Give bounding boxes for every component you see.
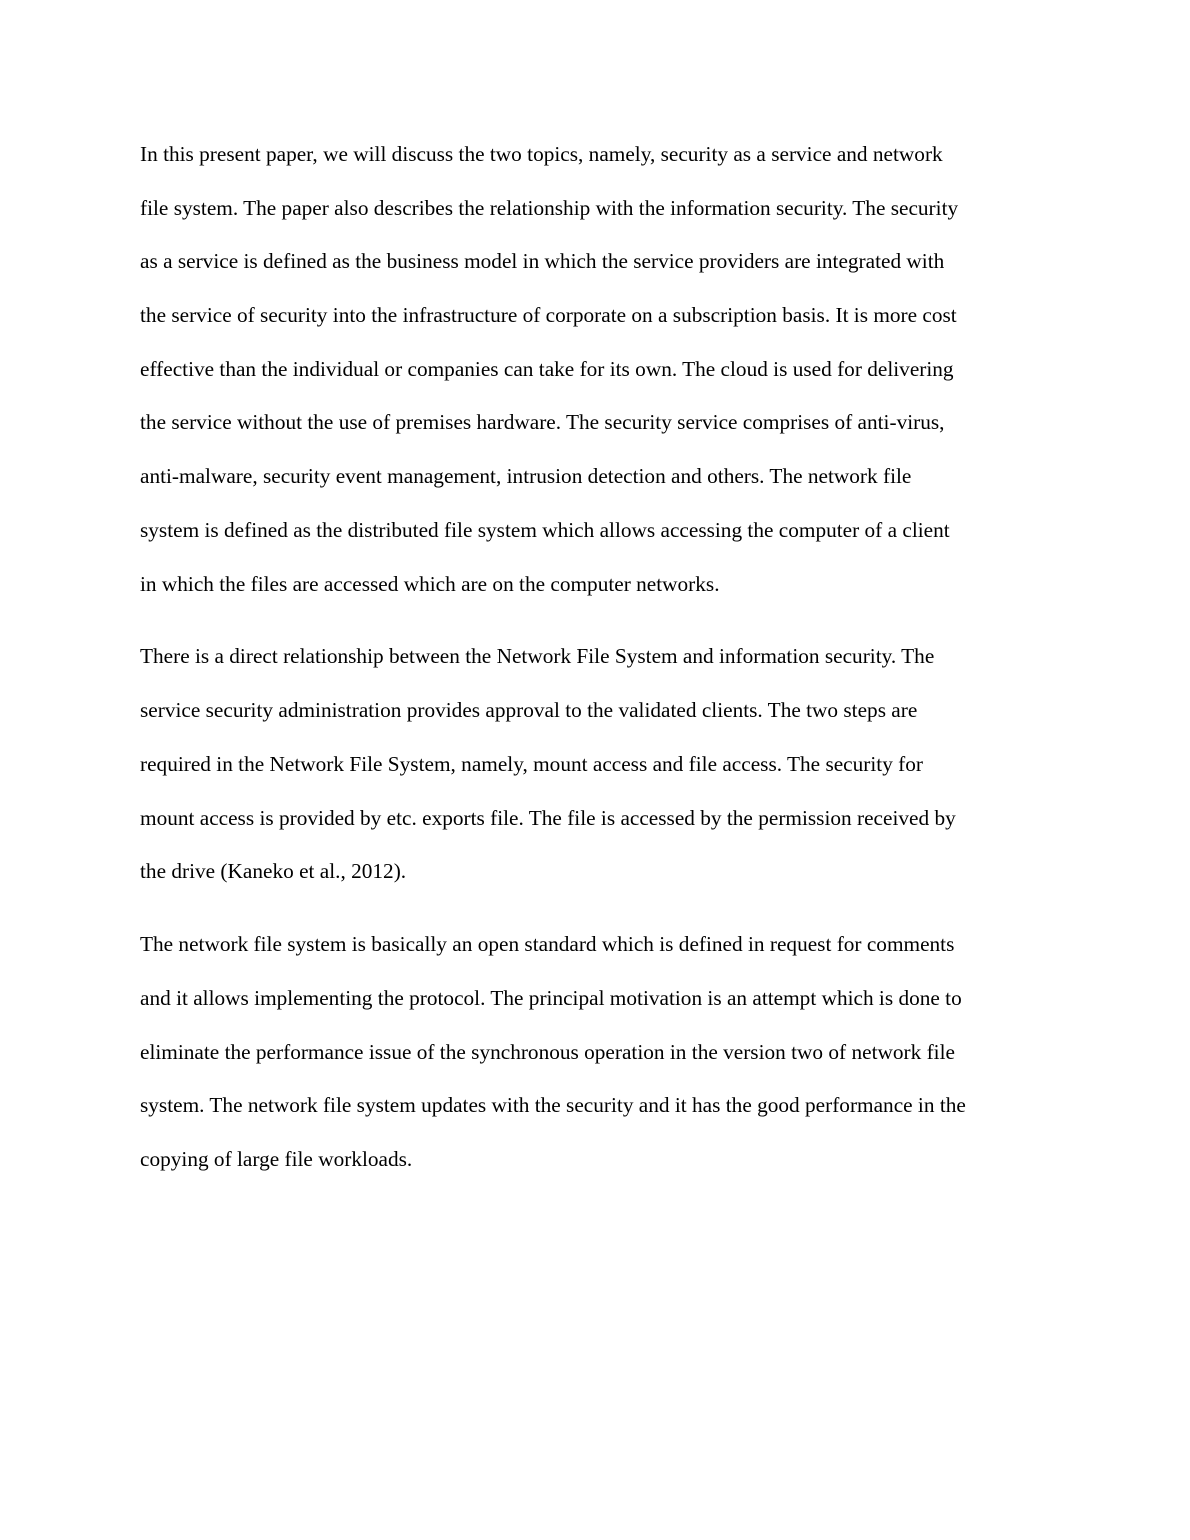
text-line: mount access is provided by etc. exports file. The file is accessed by the permission received by — [140, 805, 956, 830]
text-line: file system. The paper also describes the relationship with the information security. The security — [140, 195, 959, 220]
text-line: the service without the use of premises hardware. The security service comprises of anti-virus, — [140, 410, 945, 435]
text-line: anti-malware, security event management, intrusion detection and others. The network file — [140, 464, 912, 489]
text-line: system. The network file system updates with the security and it has the good performance in the — [140, 1093, 966, 1118]
paragraph-1 — [140, 128, 1055, 611]
text-line: effective than the individual or companies can take for its own. The cloud is used for delivering — [140, 356, 954, 381]
text-line: eliminate the performance issue of the synchronous operation in the version two of network file — [140, 1039, 955, 1064]
text-line: in which the files are accessed which are on the computer networks. — [140, 571, 720, 596]
paragraph-3 — [140, 918, 1055, 1186]
document-body — [140, 128, 1055, 1206]
text-line: and it allows implementing the protocol. The principal motivation is an attempt which is done to — [140, 985, 962, 1010]
text-line: the drive (Kaneko et al., 2012). — [140, 859, 407, 884]
text-line: The network file system is basically an open standard which is defined in request for comments — [140, 932, 955, 957]
text-line: as a service is defined as the business model in which the service providers are integrated with — [140, 249, 945, 274]
text-line: copying of large file workloads. — [140, 1146, 413, 1171]
text-line: required in the Network File System, namely, mount access and file access. The security for — [140, 751, 924, 776]
text-line: the service of security into the infrastructure of corporate on a subscription basis. It is more cost — [140, 303, 957, 328]
paragraph-2 — [140, 630, 1055, 898]
text-line: service security administration provides approval to the validated clients. The two steps are — [140, 698, 918, 723]
text-line: There is a direct relationship between the Network File System and information security. The — [140, 644, 935, 669]
text-line: system is defined as the distributed file system which allows accessing the computer of a client — [140, 517, 950, 542]
text-line: In this present paper, we will discuss the two topics, namely, security as a service and network — [140, 142, 943, 166]
